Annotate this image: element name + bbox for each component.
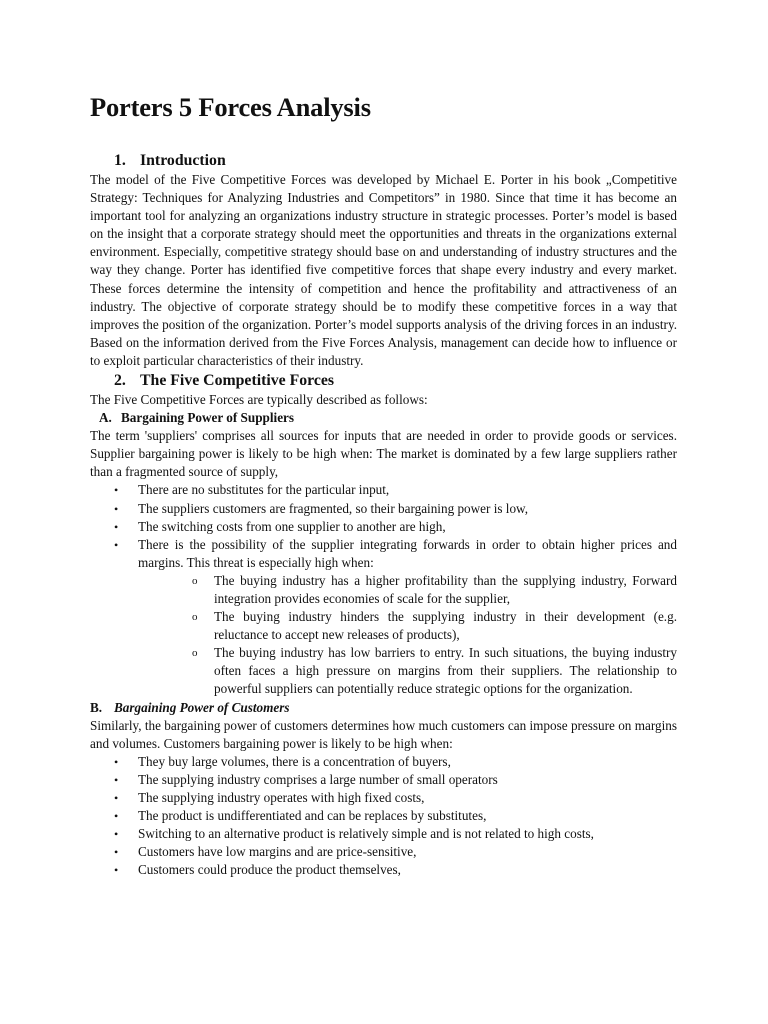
- section-number: 1.: [114, 152, 126, 169]
- sub-list-item: o The buying industry has a higher profitability than the supplying industry, Forward integration provides economies of scale for the supplier,: [90, 572, 677, 608]
- customers-bullet-list: [90, 753, 677, 880]
- list-item: • There is the possibility of the supplier integrating forwards in order to obtain higher prices and margins. This threat is especially high when:: [90, 536, 677, 572]
- subsection-heading-text: Bargaining Power of Suppliers: [121, 410, 295, 426]
- suppliers-sub-bullet-list: [90, 572, 677, 699]
- section-heading-five-forces: [90, 371, 677, 391]
- list-item: • The product is undifferentiated and can be replaces by substitutes,: [90, 807, 677, 825]
- subsection-heading-suppliers: [90, 409, 677, 427]
- suppliers-paragraph: The term 'suppliers' comprises all sources for inputs that are needed in order to provide goods or services. Supplier bargaining power is likely to be high when: The market is dominated by a few large suppliers rather than a fragmented source of supply,: [90, 428, 677, 480]
- list-item: • The suppliers customers are fragmented, so their bargaining power is low,: [90, 500, 677, 518]
- list-item: • Switching to an alternative product is relatively simple and is not related to high costs,: [90, 825, 677, 843]
- sub-list-item: o The buying industry hinders the supplying industry in their development (e.g. reluctance to accept new releases of products),: [90, 608, 677, 644]
- section-heading-text: The Five Competitive Forces: [140, 372, 335, 390]
- document-content: [90, 92, 677, 879]
- list-item: • The supplying industry operates with high fixed costs,: [90, 789, 677, 807]
- list-item: • Customers could produce the product themselves,: [90, 861, 677, 879]
- section-number: 2.: [114, 372, 126, 390]
- section-heading-introduction: [90, 151, 677, 171]
- subsection-heading-text: Bargaining Power of Customers: [114, 699, 290, 715]
- customers-paragraph: Similarly, the bargaining power of customers determines how much customers can impose pressure on margins and volumes. Customers bargaining power is likely to be high when:: [90, 717, 677, 751]
- list-item: • The switching costs from one supplier to another are high,: [90, 518, 677, 536]
- suppliers-bullet-list: [90, 481, 677, 571]
- subsection-heading-customers: [90, 699, 677, 717]
- introduction-paragraph: The model of the Five Competitive Forces was developed by Michael E. Porter in his book „Competitive Strategy: Techniques for Analyzing Industries and Competitors” in 1980. Since that time it has become an important tool for analyzing an organizations industry structure in strategic processes. Porter’s model is based on the insight that a corporate strategy should meet the opportunities and threats in the organizations external environment. Especially, competitive strategy should base on and understanding of industry structures and the way they change. Porter has identified five competitive forces that shape every industry and every market. These forces determine the intensity of competition and hence the profitability and attractiveness of an industry. The objective of corporate strategy should be to modify these competitive forces in a way that improves the position of the organization. Porter’s model supports analysis of the driving forces in an industry. Based on the information derived from the Five Forces Analysis, management can decide how to influence or to exploit particular characteristics of their industry.: [90, 172, 677, 368]
- list-item: • They buy large volumes, there is a concentration of buyers,: [90, 753, 677, 771]
- section-heading-text: Introduction: [140, 152, 226, 169]
- list-item: • The supplying industry comprises a large number of small operators: [90, 771, 677, 789]
- five-forces-intro: The Five Competitive Forces are typically described as follows:: [90, 392, 428, 408]
- document-title: Porters 5 Forces Analysis: [90, 92, 371, 122]
- subsection-letter: A.: [99, 410, 112, 426]
- list-item: • There are no substitutes for the particular input,: [90, 481, 677, 499]
- list-item: • Customers have low margins and are price-sensitive,: [90, 843, 677, 861]
- sub-list-item: o The buying industry has low barriers to entry. In such situations, the buying industry often faces a high pressure on margins from their suppliers. The relationship to powerful suppliers can potentially reduce strategic options for the organization.: [90, 644, 677, 698]
- subsection-letter: B.: [90, 699, 103, 715]
